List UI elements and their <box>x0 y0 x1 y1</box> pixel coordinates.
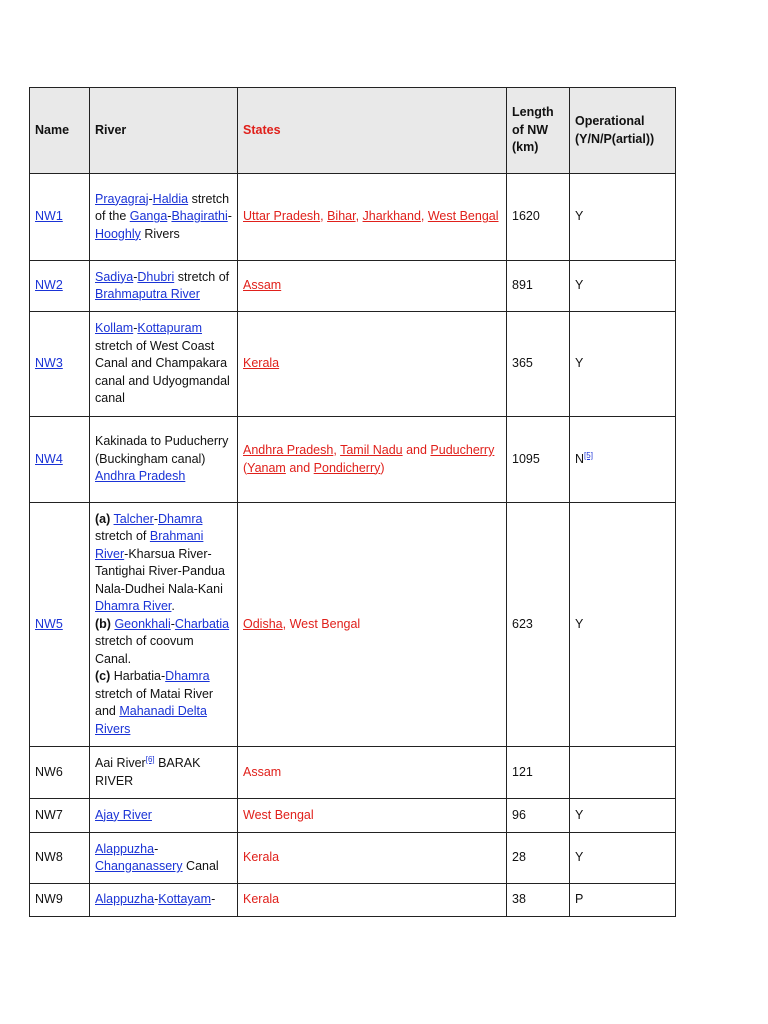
table-row <box>30 174 676 261</box>
river-cell <box>90 503 238 747</box>
river-link[interactable]: Ganga <box>129 209 168 224</box>
state-link[interactable]: Assam <box>243 278 282 293</box>
waterways-table <box>29 87 676 917</box>
header-length: Length of NW (km) <box>507 88 570 174</box>
operational-value: N <box>575 451 585 466</box>
river-text: Harbatia- <box>110 669 166 684</box>
river-link[interactable]: Geonkhali <box>114 616 171 631</box>
operational-cell <box>570 747 676 799</box>
state-sep: , <box>420 209 428 224</box>
state-text: Assam <box>243 764 282 779</box>
river-link[interactable]: Brahmaputra River <box>95 287 200 301</box>
river-text: - <box>133 269 138 284</box>
river-link[interactable]: Charbatia <box>174 616 230 631</box>
operational-cell: Y <box>570 833 676 884</box>
river-text: BARAK RIVER <box>95 756 201 788</box>
state-sep: and <box>285 460 314 475</box>
operational-cell: Y <box>570 312 676 417</box>
river-cell <box>90 174 238 261</box>
state-link[interactable]: Jharkhand <box>362 209 421 224</box>
state-link[interactable]: Yanam <box>247 460 286 475</box>
river-text: - <box>211 892 216 907</box>
state-text: West Bengal <box>243 807 314 822</box>
state-sep: ) <box>380 460 385 475</box>
state-link[interactable]: Tamil Nadu <box>340 443 403 457</box>
state-sep: and <box>402 443 431 457</box>
river-text: - <box>170 616 175 631</box>
river-link[interactable]: Ajay River <box>95 807 152 822</box>
state-sep: ( <box>243 460 248 475</box>
states-cell <box>238 503 507 747</box>
river-link[interactable]: Talcher <box>113 511 154 526</box>
river-link[interactable]: Alappuzha <box>95 892 155 907</box>
name-cell: NW7 <box>30 799 90 833</box>
length-cell: 28 <box>507 833 570 884</box>
operational-cell: Y <box>570 174 676 261</box>
reference-link[interactable]: [5] <box>584 450 593 460</box>
header-row <box>30 88 676 174</box>
river-text: stretch of <box>95 529 150 544</box>
name-cell: NW6 <box>30 747 90 799</box>
length-cell: 365 <box>507 312 570 417</box>
river-cell <box>90 417 238 503</box>
length-cell: 1620 <box>507 174 570 261</box>
river-text: - <box>154 841 159 856</box>
header-states: States <box>238 88 507 174</box>
operational-cell <box>570 417 676 503</box>
river-link[interactable]: Haldia <box>152 191 189 206</box>
name-cell <box>30 174 90 261</box>
states-cell <box>238 799 507 833</box>
states-cell <box>238 747 507 799</box>
header-river: River <box>90 88 238 174</box>
river-link[interactable]: Kottapuram <box>137 321 203 336</box>
table-row <box>30 312 676 417</box>
river-link[interactable]: Hooghly <box>95 226 141 241</box>
state-sep: , <box>282 616 290 631</box>
river-link[interactable]: Dhamra River <box>95 599 172 614</box>
length-cell: 121 <box>507 747 570 799</box>
table-row <box>30 417 676 503</box>
name-cell <box>30 312 90 417</box>
river-text: - <box>167 209 172 224</box>
river-text: stretch of coovum Canal. <box>95 634 194 666</box>
state-sep: , <box>333 443 341 457</box>
operational-cell: Y <box>570 799 676 833</box>
river-text: . <box>171 599 175 614</box>
length-cell: 96 <box>507 799 570 833</box>
name-link[interactable]: NW1 <box>35 209 63 224</box>
name-cell <box>30 417 90 503</box>
state-text: Kerala <box>243 892 280 907</box>
river-text: Kakinada to Puducherry (Buckingham canal) <box>95 434 229 466</box>
river-part-label: (a) <box>95 511 111 526</box>
river-link[interactable]: Changanassery <box>95 859 183 873</box>
header-name: Name <box>30 88 90 174</box>
state-sep: , <box>355 209 363 224</box>
river-link[interactable]: Kollam <box>95 321 134 336</box>
states-cell <box>238 261 507 312</box>
river-text: - <box>153 511 158 526</box>
river-part-label: (c) <box>95 669 111 684</box>
state-link[interactable]: West Bengal <box>427 209 499 224</box>
length-cell: 891 <box>507 261 570 312</box>
river-link[interactable]: Kottayam <box>158 892 212 907</box>
state-link[interactable]: Uttar Pradesh <box>243 209 321 224</box>
name-cell <box>30 503 90 747</box>
table-row <box>30 799 676 833</box>
river-cell <box>90 799 238 833</box>
river-link[interactable]: Dhamra <box>165 669 210 684</box>
state-link[interactable]: Pondicherry <box>313 460 381 475</box>
river-text: - <box>154 892 159 907</box>
river-text: - <box>133 321 138 336</box>
length-cell: 623 <box>507 503 570 747</box>
river-link[interactable]: Bhagirathi <box>171 209 228 224</box>
table-row <box>30 833 676 884</box>
river-cell <box>90 884 238 917</box>
river-cell <box>90 312 238 417</box>
river-text: -Kharsua River-Tantighai River-Pandua Nala-Dudhei Nala-Kani <box>95 546 225 596</box>
river-part-label: (b) <box>95 616 111 631</box>
river-cell <box>90 261 238 312</box>
river-text: Canal <box>182 859 219 873</box>
name-cell <box>30 261 90 312</box>
header-operational: Operational (Y/N/P(artial)) <box>570 88 676 174</box>
river-text: - <box>227 209 232 224</box>
state-link[interactable]: Bihar <box>327 209 356 224</box>
river-cell <box>90 833 238 884</box>
river-link[interactable]: Andhra Pradesh <box>95 469 186 484</box>
state-text: Kerala <box>243 850 280 865</box>
name-link[interactable]: NW3 <box>35 356 63 371</box>
river-text: Rivers <box>140 226 180 241</box>
river-cell <box>90 747 238 799</box>
table-row <box>30 503 676 747</box>
river-text: - <box>148 191 153 206</box>
operational-cell: Y <box>570 503 676 747</box>
river-text: stretch of West Coast Canal and Champakara canal and Udyogmandal canal <box>95 338 230 406</box>
states-cell <box>238 312 507 417</box>
river-link[interactable]: Prayagraj <box>95 191 149 206</box>
name-cell: NW8 <box>30 833 90 884</box>
river-text: stretch of the <box>95 191 230 224</box>
river-text: Aai River <box>95 756 146 770</box>
state-link[interactable]: Kerala <box>243 356 280 371</box>
name-link[interactable]: NW5 <box>35 616 63 631</box>
table-row <box>30 884 676 917</box>
river-link[interactable]: Mahanadi Delta Rivers <box>95 704 207 736</box>
state-sep: , <box>320 209 328 224</box>
state-link[interactable]: Puducherry <box>430 443 495 457</box>
river-link[interactable]: Brahmani River <box>95 529 204 561</box>
operational-cell: Y <box>570 261 676 312</box>
length-cell: 1095 <box>507 417 570 503</box>
river-link[interactable]: Dhubri <box>137 269 175 284</box>
river-link[interactable]: Alappuzha <box>95 841 155 856</box>
operational-cell: P <box>570 884 676 917</box>
length-cell: 38 <box>507 884 570 917</box>
table-row <box>30 747 676 799</box>
river-link[interactable]: Dhamra <box>158 511 203 526</box>
river-link[interactable]: Sadiya <box>95 269 134 284</box>
states-cell <box>238 174 507 261</box>
state-text: West Bengal <box>289 616 361 631</box>
table-row <box>30 261 676 312</box>
name-link[interactable]: NW2 <box>35 278 63 293</box>
states-cell <box>238 884 507 917</box>
river-text: stretch of <box>174 269 230 284</box>
state-link[interactable]: Andhra Pradesh <box>243 443 334 457</box>
river-text: stretch of Matai River and <box>95 686 214 719</box>
state-link[interactable]: Odisha <box>243 616 283 631</box>
name-cell: NW9 <box>30 884 90 917</box>
name-link[interactable]: NW4 <box>35 451 63 466</box>
states-cell <box>238 833 507 884</box>
states-cell <box>238 417 507 503</box>
reference-link[interactable]: [6] <box>145 754 155 764</box>
